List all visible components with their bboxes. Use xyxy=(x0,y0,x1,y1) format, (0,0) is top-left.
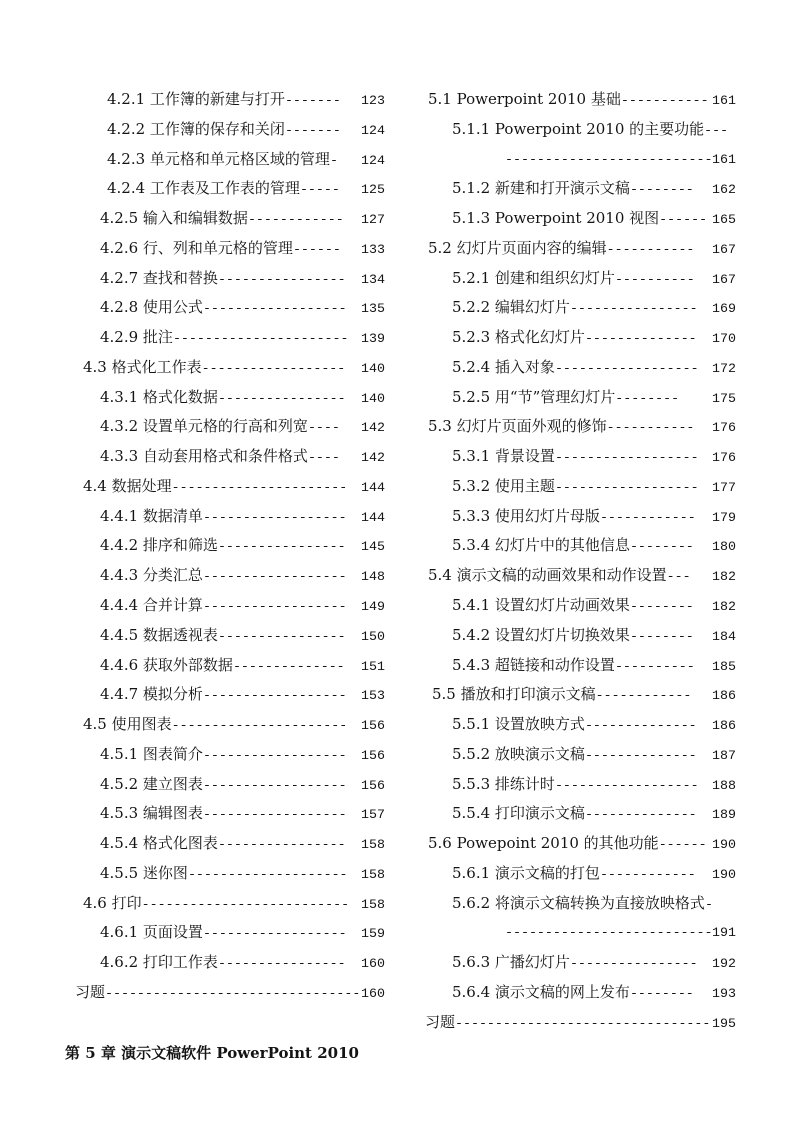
toc-entry-continuation xyxy=(425,918,736,948)
toc-entry-title: 4.4 数据处理 xyxy=(83,476,172,495)
toc-entry xyxy=(425,293,736,323)
toc-entry-title: 5.6.1 演示文稿的打包 xyxy=(452,863,600,882)
toc-entry xyxy=(425,502,736,532)
toc-entry-title: 4.4.2 排序和筛选 xyxy=(100,536,218,555)
toc-leader: --- xyxy=(704,122,729,138)
toc-entry-title: 4.2.5 输入和编辑数据 xyxy=(100,209,248,228)
toc-page-number: 159 xyxy=(361,926,385,942)
toc-entry-title: 4.2.3 单元格和单元格区域的管理 xyxy=(107,149,330,168)
toc-leader: ------------------ xyxy=(202,569,347,585)
toc-leader: ---------- xyxy=(614,271,695,287)
toc-section xyxy=(425,85,736,115)
toc-page-number: 162 xyxy=(712,182,736,198)
toc-page-number: 169 xyxy=(712,301,736,317)
toc-entry-title: 5.5 播放和打印演示文稿 xyxy=(432,685,596,704)
toc-entry xyxy=(425,651,736,681)
toc-entry xyxy=(75,234,385,264)
toc-entry xyxy=(75,859,385,889)
toc-page-number: 156 xyxy=(361,777,385,793)
toc-page-number: 139 xyxy=(361,331,385,347)
toc-leader: ----- xyxy=(299,182,340,198)
toc-leader: -------- xyxy=(629,985,694,1001)
toc-entry-title: 5.3 幻灯片页面外观的修饰 xyxy=(428,417,607,436)
toc-page-number: 157 xyxy=(361,807,385,823)
toc-leader: ------ xyxy=(292,241,341,257)
toc-entry-title: 4.4.4 合并计算 xyxy=(100,596,203,615)
toc-page-number: 161 xyxy=(712,93,736,108)
toc-entry-title: 4.3 格式化工作表 xyxy=(83,357,202,376)
toc-entry xyxy=(75,442,385,472)
toc-entry-title: 4.2.2 工作簿的保存和关闭 xyxy=(107,119,285,138)
toc-entry-title: 4.2.9 批注 xyxy=(100,328,173,347)
toc-leader: -------- xyxy=(629,599,694,615)
toc-entry xyxy=(75,948,385,978)
toc-leader: ------------------ xyxy=(202,599,347,615)
toc-leader: ------------------ xyxy=(202,301,347,317)
toc-section xyxy=(425,234,736,264)
toc-leader: -------- xyxy=(615,390,680,406)
toc-entry xyxy=(425,353,736,383)
toc-page-number: 158 xyxy=(361,866,385,882)
toc-page-number: 182 xyxy=(712,599,736,615)
toc-entry-title: 5.6.3 广播幻灯片 xyxy=(452,953,570,972)
toc-leader: ------- xyxy=(284,122,341,138)
toc-section xyxy=(425,561,736,591)
toc-page-number: 176 xyxy=(712,420,736,436)
toc-leader: ---------------- xyxy=(217,628,346,644)
toc-entry-title: 4.4.3 分类汇总 xyxy=(100,566,203,585)
toc-entry xyxy=(425,323,736,353)
toc-leader: -------------- xyxy=(584,331,697,347)
toc-leader: ------- xyxy=(284,93,341,108)
toc-leader: ---------------------- xyxy=(171,718,348,734)
toc-page-number: 190 xyxy=(712,837,736,853)
toc-entry xyxy=(75,918,385,948)
toc-page-number: 161 xyxy=(712,151,736,167)
toc-leader: ---------- xyxy=(614,658,695,674)
toc-entry-title: 5.4 演示文稿的动画效果和动作设置 xyxy=(428,566,667,585)
toc-entry-title: 5.1.2 新建和打开演示文稿 xyxy=(452,179,630,198)
toc-entry-title: 4.5.2 建立图表 xyxy=(100,774,203,793)
toc-leader: -------------------------------- xyxy=(105,985,361,1001)
toc-page-number: 148 xyxy=(361,569,385,585)
toc-entry-title: 5.5.4 打印演示文稿 xyxy=(452,804,585,823)
toc-leader: ------------ xyxy=(599,509,696,525)
toc-leader: -------- xyxy=(629,182,694,198)
toc-section xyxy=(425,680,736,710)
toc-page-number: 172 xyxy=(712,360,736,376)
toc-page-number: 124 xyxy=(361,152,385,168)
toc-entry xyxy=(75,323,385,353)
toc-entry xyxy=(75,174,385,204)
toc-entry xyxy=(75,383,385,413)
toc-page-number: 179 xyxy=(712,509,736,525)
toc-entry-title: 5.6.4 演示文稿的网上发布 xyxy=(452,982,630,1001)
toc-page-number: 175 xyxy=(712,390,736,406)
toc-leader: -------------- xyxy=(584,747,697,763)
toc-page-number: 150 xyxy=(361,628,385,644)
toc-leader: ---- xyxy=(307,420,340,436)
toc-section xyxy=(425,412,736,442)
toc-exercises xyxy=(425,1008,736,1038)
toc-entry xyxy=(425,710,736,740)
toc-entry xyxy=(425,174,736,204)
toc-entry-title: 4.5 使用图表 xyxy=(83,715,172,734)
toc-page-number: 142 xyxy=(361,450,385,466)
toc-entry-title: 4.6 打印 xyxy=(83,893,142,912)
toc-page-number: 177 xyxy=(712,479,736,495)
toc-entry-title: 习题 xyxy=(75,982,106,1001)
toc-right-column xyxy=(425,85,736,1038)
toc-exercises xyxy=(75,978,385,1008)
toc-page-number: 125 xyxy=(361,182,385,198)
toc-page-number: 123 xyxy=(361,93,385,108)
toc-entry xyxy=(75,651,385,681)
toc-entry-title: 5.3.3 使用幻灯片母版 xyxy=(452,506,600,525)
toc-entry-title: 4.4.6 获取外部数据 xyxy=(100,655,233,674)
toc-leader: ------------------ xyxy=(202,747,347,763)
toc-entry-title: 4.2.8 使用公式 xyxy=(100,298,203,317)
toc-entry xyxy=(425,204,736,234)
toc-leader-continuation: -------------------------- xyxy=(505,925,713,941)
toc-entry-title: 4.3.2 设置单元格的行高和列宽 xyxy=(100,417,308,436)
toc-page-number: 182 xyxy=(712,569,736,585)
toc-leader: ------------------ xyxy=(554,479,699,495)
toc-leader: ---------------- xyxy=(217,837,346,853)
toc-entry-title: 5.3.4 幻灯片中的其他信息 xyxy=(452,536,630,555)
toc-entry-title: 5.2.2 编辑幻灯片 xyxy=(452,298,570,317)
toc-page-number: 127 xyxy=(361,212,385,228)
toc-entry xyxy=(425,591,736,621)
toc-entry-title: 5.1.3 Powerpoint 2010 视图 xyxy=(452,209,660,228)
toc-leader: -------- xyxy=(629,628,694,644)
toc-leader: ------------------ xyxy=(554,450,699,466)
toc-page-number: 186 xyxy=(712,688,736,704)
toc-page-number: 140 xyxy=(361,390,385,406)
toc-entry-title: 5.5.1 设置放映方式 xyxy=(452,715,585,734)
toc-entry-title: 5.3.2 使用主题 xyxy=(452,476,555,495)
toc-page-number: 149 xyxy=(361,599,385,615)
toc-page-number: 170 xyxy=(712,331,736,347)
toc-entry xyxy=(75,412,385,442)
toc-page-number: 188 xyxy=(712,777,736,793)
toc-page-number: 134 xyxy=(361,271,385,287)
toc-leader: ---------------- xyxy=(569,301,698,317)
toc-page-number: 133 xyxy=(361,241,385,257)
toc-entry-title: 5.1 Powerpoint 2010 基础 xyxy=(428,90,621,108)
toc-entry xyxy=(425,859,736,889)
toc-page-number: 144 xyxy=(361,509,385,525)
toc-entry-title: 4.3.3 自动套用格式和条件格式 xyxy=(100,447,308,466)
toc-entry-title: 5.2.5 用“节”管理幻灯片 xyxy=(452,387,616,406)
toc-leader: ------------------ xyxy=(202,926,347,942)
toc-entry xyxy=(75,561,385,591)
toc-entry-title: 4.6.2 打印工作表 xyxy=(100,953,218,972)
toc-page-number: 158 xyxy=(361,896,385,912)
toc-entry xyxy=(75,591,385,621)
toc-leader: ----------- xyxy=(620,93,709,108)
toc-entry-title: 5.1.1 Powerpoint 2010 的主要功能 xyxy=(452,119,705,138)
toc-entry xyxy=(425,531,736,561)
toc-leader: ------ xyxy=(658,837,707,853)
toc-leader: ------------------ xyxy=(202,688,347,704)
toc-entry-title: 4.5.4 格式化图表 xyxy=(100,834,218,853)
toc-entry xyxy=(75,621,385,651)
toc-entry xyxy=(75,264,385,294)
toc-leader: -------------- xyxy=(584,718,697,734)
toc-page-number: 193 xyxy=(712,985,736,1001)
toc-entry xyxy=(425,115,736,145)
toc-leader: ---------------- xyxy=(217,956,346,972)
toc-page-number: 145 xyxy=(361,539,385,555)
toc-page-number: 176 xyxy=(712,450,736,466)
toc-leader: -------------------- xyxy=(187,866,348,882)
toc-entry-title: 4.2.1 工作簿的新建与打开 xyxy=(107,90,285,108)
toc-page-number: 192 xyxy=(712,956,736,972)
toc-leader: ---------------------- xyxy=(171,479,348,495)
toc-entry xyxy=(75,740,385,770)
toc-leader: ------------ xyxy=(599,866,696,882)
toc-section xyxy=(425,829,736,859)
toc-page-number: 156 xyxy=(361,718,385,734)
toc-entry xyxy=(75,145,385,175)
toc-entry-title: 5.6.2 将演示文稿转换为直接放映格式 xyxy=(452,893,705,912)
toc-page-number: 190 xyxy=(712,866,736,882)
toc-entry-title: 4.5.5 迷你图 xyxy=(100,863,188,882)
toc-page-number: 186 xyxy=(712,718,736,734)
toc-entry-title: 5.4.1 设置幻灯片动画效果 xyxy=(452,596,630,615)
toc-leader: ----------- xyxy=(606,241,695,257)
toc-leader: --- xyxy=(666,569,691,585)
toc-leader: -------------------------------- xyxy=(455,1015,711,1031)
toc-entry xyxy=(75,85,385,115)
toc-page-number: 180 xyxy=(712,539,736,555)
toc-entry xyxy=(75,680,385,710)
toc-entry xyxy=(75,799,385,829)
toc-entry xyxy=(75,204,385,234)
toc-entry-title: 5.5.2 放映演示文稿 xyxy=(452,744,585,763)
toc-leader: ---------------------- xyxy=(172,331,349,347)
toc-section xyxy=(75,889,385,919)
toc-page-number: 167 xyxy=(712,271,736,287)
toc-leader: ---------------- xyxy=(569,956,698,972)
toc-leader: ------------------ xyxy=(554,777,699,793)
toc-entry-title: 5.2.1 创建和组织幻灯片 xyxy=(452,268,615,287)
toc-leader: ---------------- xyxy=(217,390,346,406)
toc-leader: ------ xyxy=(659,212,708,228)
toc-leader: ---------------- xyxy=(217,539,346,555)
toc-section xyxy=(75,353,385,383)
toc-section xyxy=(75,472,385,502)
toc-page-number: 165 xyxy=(712,212,736,228)
toc-entry-title: 4.2.7 查找和替换 xyxy=(100,268,218,287)
toc-leader: ----------- xyxy=(606,420,695,436)
toc-page-number: 195 xyxy=(712,1015,736,1031)
toc-leader: ------------------ xyxy=(201,360,346,376)
toc-entry xyxy=(425,948,736,978)
toc-page-number: 167 xyxy=(712,241,736,257)
toc-entry-title: 4.6.1 页面设置 xyxy=(100,923,203,942)
toc-entry xyxy=(425,978,736,1008)
toc-leader: ------------------ xyxy=(554,360,699,376)
toc-entry-title: 习题 xyxy=(425,1012,456,1031)
toc-page-number: 151 xyxy=(361,658,385,674)
toc-entry-title: 4.2.4 工作表及工作表的管理 xyxy=(107,179,300,198)
toc-entry-title: 5.6 Powepoint 2010 的其他功能 xyxy=(428,834,659,853)
toc-leader: ---- xyxy=(307,450,340,466)
toc-entry xyxy=(75,115,385,145)
toc-page-number: 144 xyxy=(361,479,385,495)
toc-entry-title: 5.4.2 设置幻灯片切换效果 xyxy=(452,625,630,644)
toc-entry xyxy=(425,442,736,472)
toc-leader: -------------- xyxy=(232,658,345,674)
toc-entry xyxy=(75,502,385,532)
toc-page-number: 158 xyxy=(361,837,385,853)
toc-leader: - xyxy=(704,896,713,912)
toc-entry-title: 5.5.3 排练计时 xyxy=(452,774,555,793)
toc-entry xyxy=(425,799,736,829)
toc-page-number: 185 xyxy=(712,658,736,674)
toc-entry-title: 5.2.4 插入对象 xyxy=(452,357,555,376)
toc-leader: ------------------ xyxy=(202,777,347,793)
toc-entry-title: 5.4.3 超链接和动作设置 xyxy=(452,655,615,674)
toc-leader-continuation: -------------------------- xyxy=(505,151,713,167)
toc-leader: -------------- xyxy=(584,807,697,823)
toc-entry xyxy=(425,621,736,651)
toc-entry-continuation xyxy=(425,145,736,175)
toc-left-column xyxy=(75,85,385,1008)
toc-page-number: 189 xyxy=(712,807,736,823)
toc-leader: - xyxy=(329,152,338,168)
toc-entry-title: 4.3.1 格式化数据 xyxy=(100,387,218,406)
toc-entry xyxy=(75,829,385,859)
toc-section xyxy=(75,710,385,740)
toc-entry-title: 4.4.7 模拟分析 xyxy=(100,685,203,704)
toc-leader: ---------------- xyxy=(217,271,346,287)
toc-entry-title: 4.5.1 图表简介 xyxy=(100,744,203,763)
toc-entry xyxy=(75,531,385,561)
toc-page-number: 140 xyxy=(361,360,385,376)
toc-entry xyxy=(75,770,385,800)
toc-page-number: 184 xyxy=(712,628,736,644)
toc-entry-title: 5.3.1 背景设置 xyxy=(452,447,555,466)
toc-entry xyxy=(425,889,736,919)
toc-leader: ------------------ xyxy=(202,509,347,525)
toc-page-number: 160 xyxy=(361,956,385,972)
toc-entry-title: 4.4.5 数据透视表 xyxy=(100,625,218,644)
toc-page-number: 153 xyxy=(361,688,385,704)
toc-page-number: 191 xyxy=(712,925,736,941)
toc-page-number: 124 xyxy=(361,122,385,138)
toc-entry-title: 4.5.3 编辑图表 xyxy=(100,804,203,823)
toc-entry xyxy=(425,472,736,502)
toc-entry xyxy=(425,770,736,800)
toc-entry xyxy=(425,383,736,413)
toc-entry xyxy=(425,264,736,294)
toc-page-number: 160 xyxy=(361,985,385,1001)
toc-entry xyxy=(75,293,385,323)
toc-leader: ------------ xyxy=(595,688,692,704)
toc-entry-title: 4.4.1 数据清单 xyxy=(100,506,203,525)
toc-entry-title: 5.2 幻灯片页面内容的编辑 xyxy=(428,238,607,257)
toc-page-number: 187 xyxy=(712,747,736,763)
toc-page-number: 156 xyxy=(361,747,385,763)
toc-entry-title: 4.2.6 行、列和单元格的管理 xyxy=(100,238,293,257)
toc-page-number: 142 xyxy=(361,420,385,436)
chapter-heading: 第 5 章 演示文稿软件 PowerPoint 2010 xyxy=(65,1044,359,1062)
toc-leader: -------------------------- xyxy=(141,896,350,912)
toc-entry xyxy=(425,740,736,770)
toc-page-number: 135 xyxy=(361,301,385,317)
toc-leader: -------- xyxy=(629,539,694,555)
toc-leader: ------------ xyxy=(247,212,344,228)
toc-entry-title: 5.2.3 格式化幻灯片 xyxy=(452,328,585,347)
toc-leader: ------------------ xyxy=(202,807,347,823)
